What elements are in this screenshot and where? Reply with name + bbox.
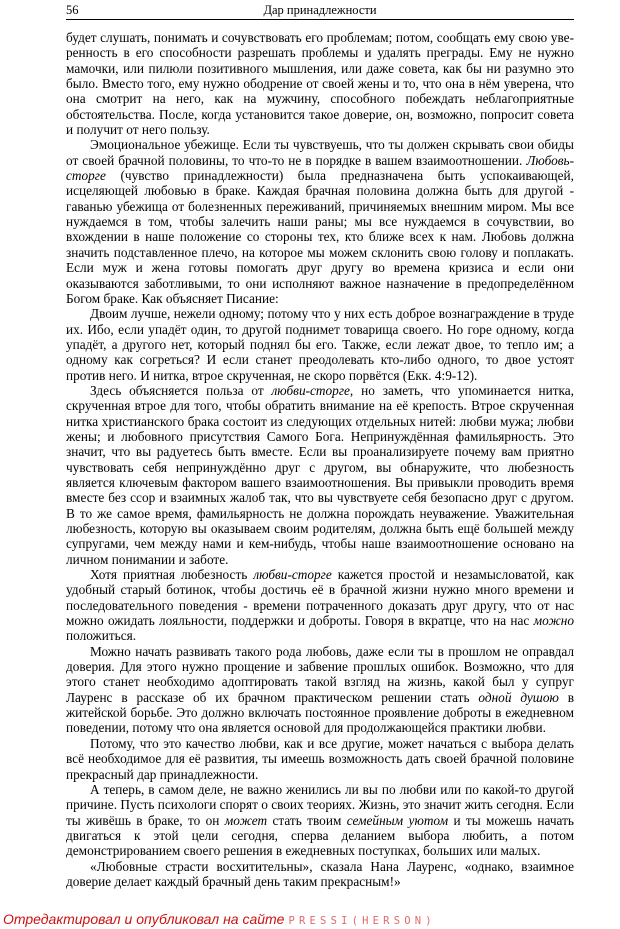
paragraph: Здесь объясняется польза от любви-сторге, но заметь, что упоминается нитка, скрученная втрое для того, чтобы обратить внимание на её крепость. Втрое скрученная нитка христианского брака состоит из следующих отдельных нитей: любви мужа; любви жены; и любовного присутствия Самого Бога. Непринуждённая фамильярность. Это значит, что вы радуетесь быть вместе. Если вы проанализируете почему вам приятно чувствовать себя непринуждённо друг с другом, вы обнаружите, что любезность является ключевым фактором вашего взаимоотношения. Вы привыкли проводить время вместе без ссор и взаимных жалоб так, что вы чувствуете себя безопасно друг с другом. В то же самое время, фамильярность не должна порождать неуважение. Уважительная любезность, которую вы оказываем своим родителям, должна быть ещё большей между супругами, чем между нами и кем-нибудь, чтобы наше взаимоотношение основано на личном понимании и заботе. [66, 382, 575, 567]
paragraph: Можно начать развивать такого рода любовь, даже если ты в прошлом не оправдал доверия. Для этого нужно прощение и забвение прошлых ошибок. Возможно, что для этого станет необходимо адоптировать такой взгляд на жизнь, какой был у супруг Лауренс в рассказе об их брачном практическом решении стать одной душою в житейской борьбе. Это должно включать постоянное проявление доброты в ежедневном поведении, потому что она является основой для продолжающейся практики любви. [66, 643, 574, 736]
paragraph: Потому, что это качество любви, как и все другие, может начаться с выбора делать всё необходимое для её развития, ты имеешь возможность дать своей брачной половине прекрасный дар принадлежности. [66, 735, 574, 782]
paragraph: «Любовные страсти восхитительны», сказала Нана Лауренс, «однако, взаимное доверие делает каждый брачный день таким прекрасным!» [66, 858, 574, 889]
paragraph: Двоим лучше, нежели одному; потому что у них есть доброе вознаграждение в труде их. Ибо, если упадёт один, то другой поднимет товарища своего. Но горе одному, когда упадёт, а другого нет, который поднял бы его. Также, если лежат двое, то тепло им; а одному как согреться? И если станет преодолевать кто-либо одного, то двое устоят против него. И нитка, втрое скрученная, не скоро порвётся (Екк. 4:9-12). [66, 306, 574, 383]
footer-credit [3, 911, 436, 929]
emphasis-text: можно [533, 613, 574, 629]
emphasis-text: семейным уютом [346, 812, 449, 828]
page-body [66, 30, 574, 889]
emphasis-text: одной душою [478, 689, 559, 705]
paragraph: Хотя приятная любезность любви-сторге кажется простой и незамысловатой, как удобный старый ботинок, чтобы достичь её в брачной жизни нужно много времени и последовательного поведения - времени потраченного доказать друг другу, что от нас можно ожидать лояльности, поддержки и доброты. Говоря в вкратце, что на нас можно положиться. [66, 567, 574, 644]
page-number: 56 [66, 3, 79, 17]
page-header [66, 2, 574, 20]
footer-site-link[interactable]: PRESSI(HERSON) [288, 915, 436, 927]
paragraph: Эмоциональное убежище. Если ты чувствуешь, что ты должен скрывать свои обиды от своей брачной половины, то что-то не в порядке в вашем взаимоотношении. Любовь-сторге (чувство принадлежности) была предназначена быть успокаивающей, исцеляющей любовью в браке. Каждая брачная половина должна быть для другой - гаванью убежища от болезненных переживаний, причиняемых внешним миром. Мы все нуждаемся в том, чтобы залечить наши раны; мы все нуждаемся в сочувствии, во вхождении в наше положение со стороны тех, кто ближе всех к нам. Любовь должна значить подставленное плечо, на которое мы можем склонить свою голову и поплакать. Если муж и жена готовы помогать друг другу во времена кризиса и если они оказываются заботливыми, то они исполняют важное назначение в предопределённом Богом браке. Как объясняет Писание: [66, 137, 574, 306]
paragraph: будет слушать, понимать и сочувствовать его проблемам; потом, сообщать ему свою уверенность в его способности разрешать проблемы и удалять преграды. Ему не нужно мамочки, или пилюли позитивного мышления, или даже совета, как бы ни разумно это было. Вместо того, ему нужно ободрение от своей жены и то, что она в нём уверена, что она смотрит на него, как на мужчину, способного побеждать неблагоприятные обстоятельства. После, когда установится такое доверие, он, возможно, попросит совета и получит от него пользу. [66, 30, 574, 138]
emphasis-text: любви-сторге, [271, 382, 354, 398]
emphasis-text: любви-сторге [253, 567, 332, 583]
footer-edited-text: Отредактировал и опубликовал на сайте [3, 911, 285, 927]
emphasis-text: Любовь-сторге [66, 152, 574, 184]
paragraph: А теперь, в самом деле, не важно женились ли вы по любви или по какой-то другой причине. Пусть психологи спорят о своих теориях. Жизнь, это значит жить сегодня. Если ты живёшь в браке, то он может стать твоим семейным уютом и ты можешь начать двигаться к этой цели сегодня, сперва деланием выбора любить, а потом демонстрированием своего решения в ежедневных поступках, больших или малых. [66, 781, 574, 859]
emphasis-text: может [224, 812, 268, 828]
running-title: Дар принадлежности [263, 3, 377, 17]
